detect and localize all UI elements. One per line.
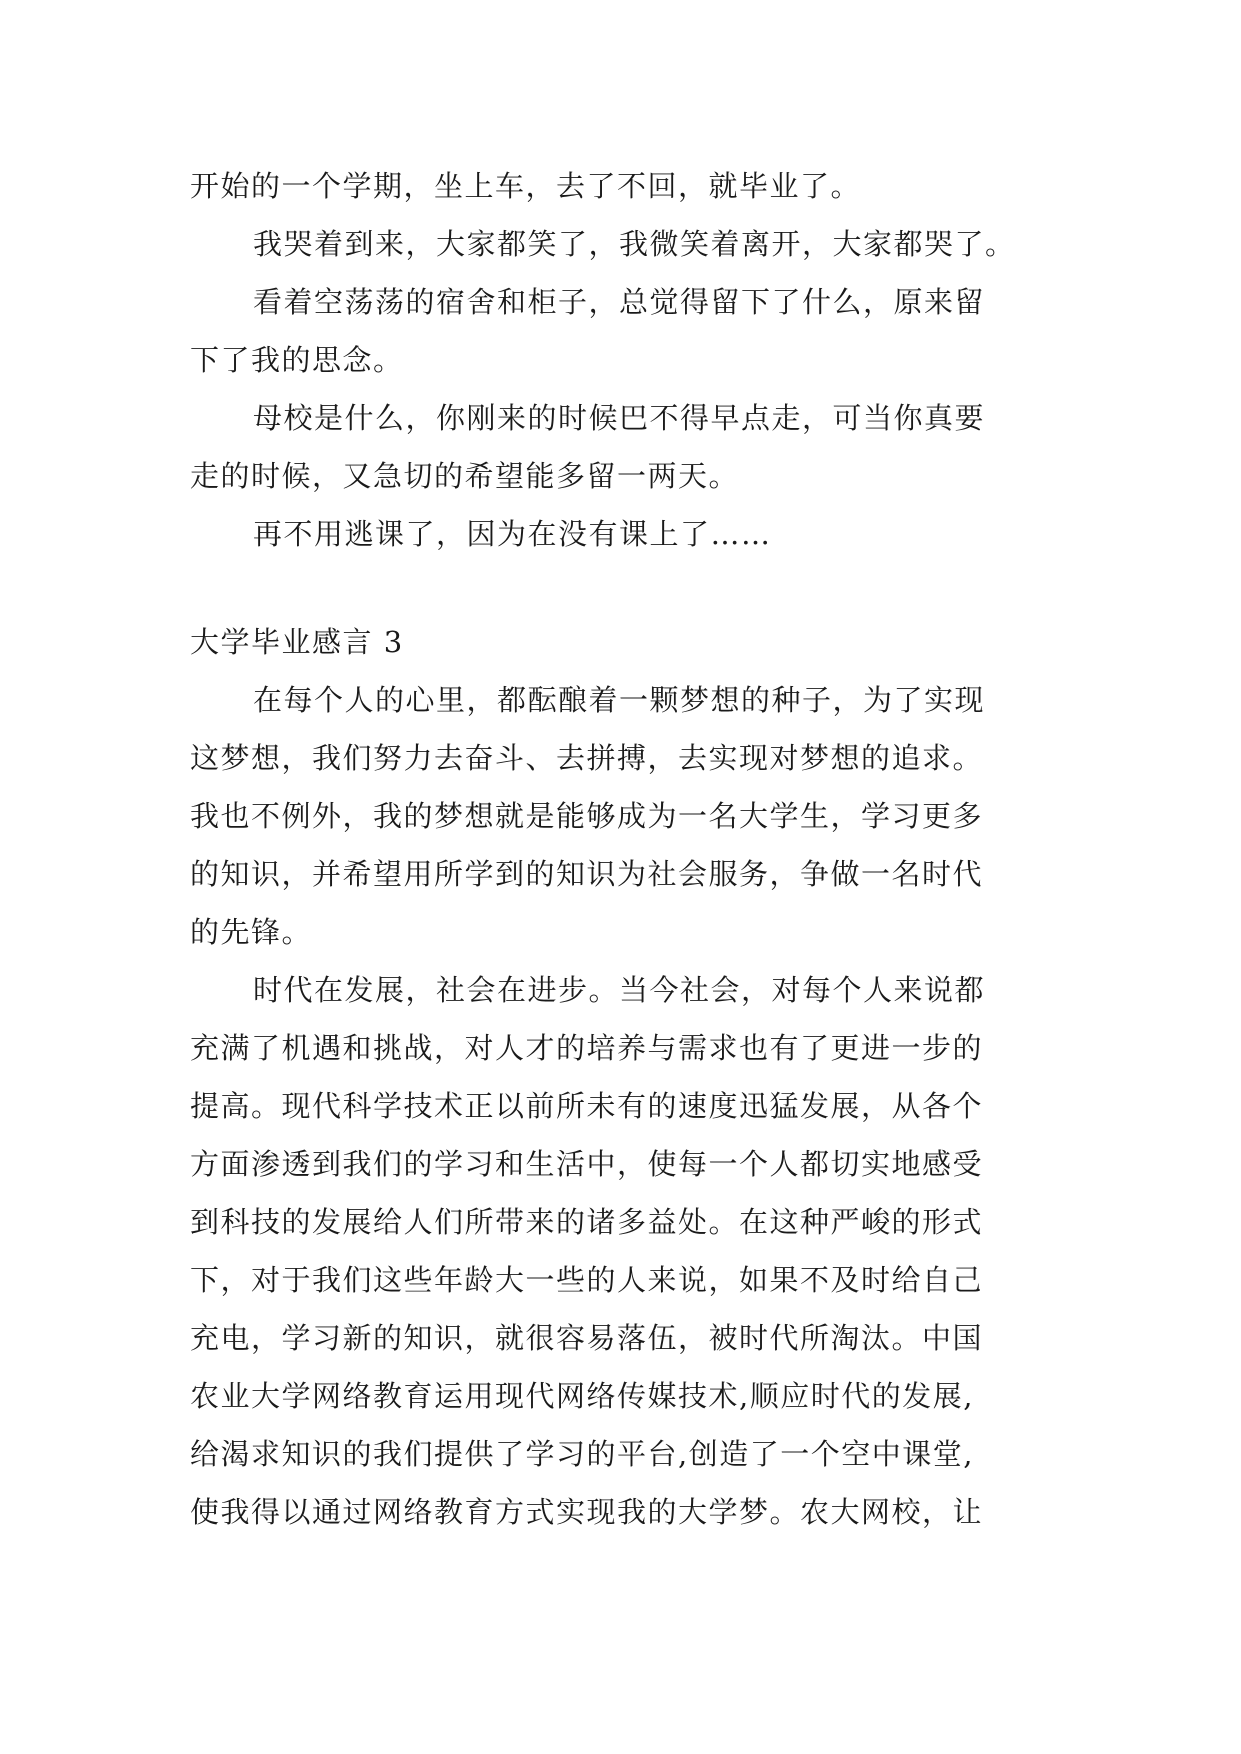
paragraph-line: 时代在发展，社会在进步。当今社会，对每个人来说都 [253, 973, 986, 1007]
paragraph-line: 这梦想，我们努力去奋斗、去拼搏，去实现对梦想的追求。 [190, 741, 984, 775]
paragraph-line: 下，对于我们这些年龄大一些的人来说，如果不及时给自己 [190, 1263, 984, 1297]
paragraph-line: 在每个人的心里，都酝酿着一颗梦想的种子，为了实现 [253, 683, 986, 717]
paragraph-line: 下了我的思念。 [190, 343, 404, 377]
paragraph-line: 我哭着到来，大家都笑了，我微笑着离开，大家都哭了。 [253, 227, 1016, 261]
paragraph-line: 看着空荡荡的宿舍和柜子，总觉得留下了什么，原来留 [253, 285, 986, 319]
paragraph-line: 母校是什么，你刚来的时候巴不得早点走，可当你真要 [253, 401, 986, 435]
paragraph-line: 到科技的发展给人们所带来的诸多益处。在这种严峻的形式 [190, 1205, 984, 1239]
paragraph-line: 提高。现代科学技术正以前所未有的速度迅猛发展，从各个 [190, 1089, 984, 1123]
paragraph-line: 充电，学习新的知识，就很容易落伍，被时代所淘汰。中国 [190, 1321, 984, 1355]
paragraph-line: 使我得以通过网络教育方式实现我的大学梦。农大网校，让 [190, 1495, 984, 1529]
paragraph-line: 走的时候，又急切的希望能多留一两天。 [190, 459, 740, 493]
paragraph-line: 的先锋。 [190, 915, 313, 949]
continuation-text [190, 157, 1050, 563]
paragraph-line: 农业大学网络教育运用现代网络传媒技术,顺应时代的发展, [190, 1379, 974, 1413]
paragraph-line: 充满了机遇和挑战，对人才的培养与需求也有了更进一步的 [190, 1031, 984, 1065]
paragraph-line: 的知识，并希望用所学到的知识为社会服务，争做一名时代 [190, 857, 984, 891]
section-3 [190, 613, 1050, 1541]
paragraph-line: 给渴求知识的我们提供了学习的平台,创造了一个空中课堂, [190, 1437, 974, 1471]
paragraph-line: 开始的一个学期，坐上车，去了不回，就毕业了。 [190, 169, 862, 203]
paragraph-line: 再不用逃课了，因为在没有课上了…… [253, 517, 772, 551]
paragraph-line: 我也不例外，我的梦想就是能够成为一名大学生，学习更多 [190, 799, 984, 833]
section-heading: 大学毕业感言 3 [190, 625, 404, 659]
paragraph-line: 方面渗透到我们的学习和生活中，使每一个人都切实地感受 [190, 1147, 984, 1181]
